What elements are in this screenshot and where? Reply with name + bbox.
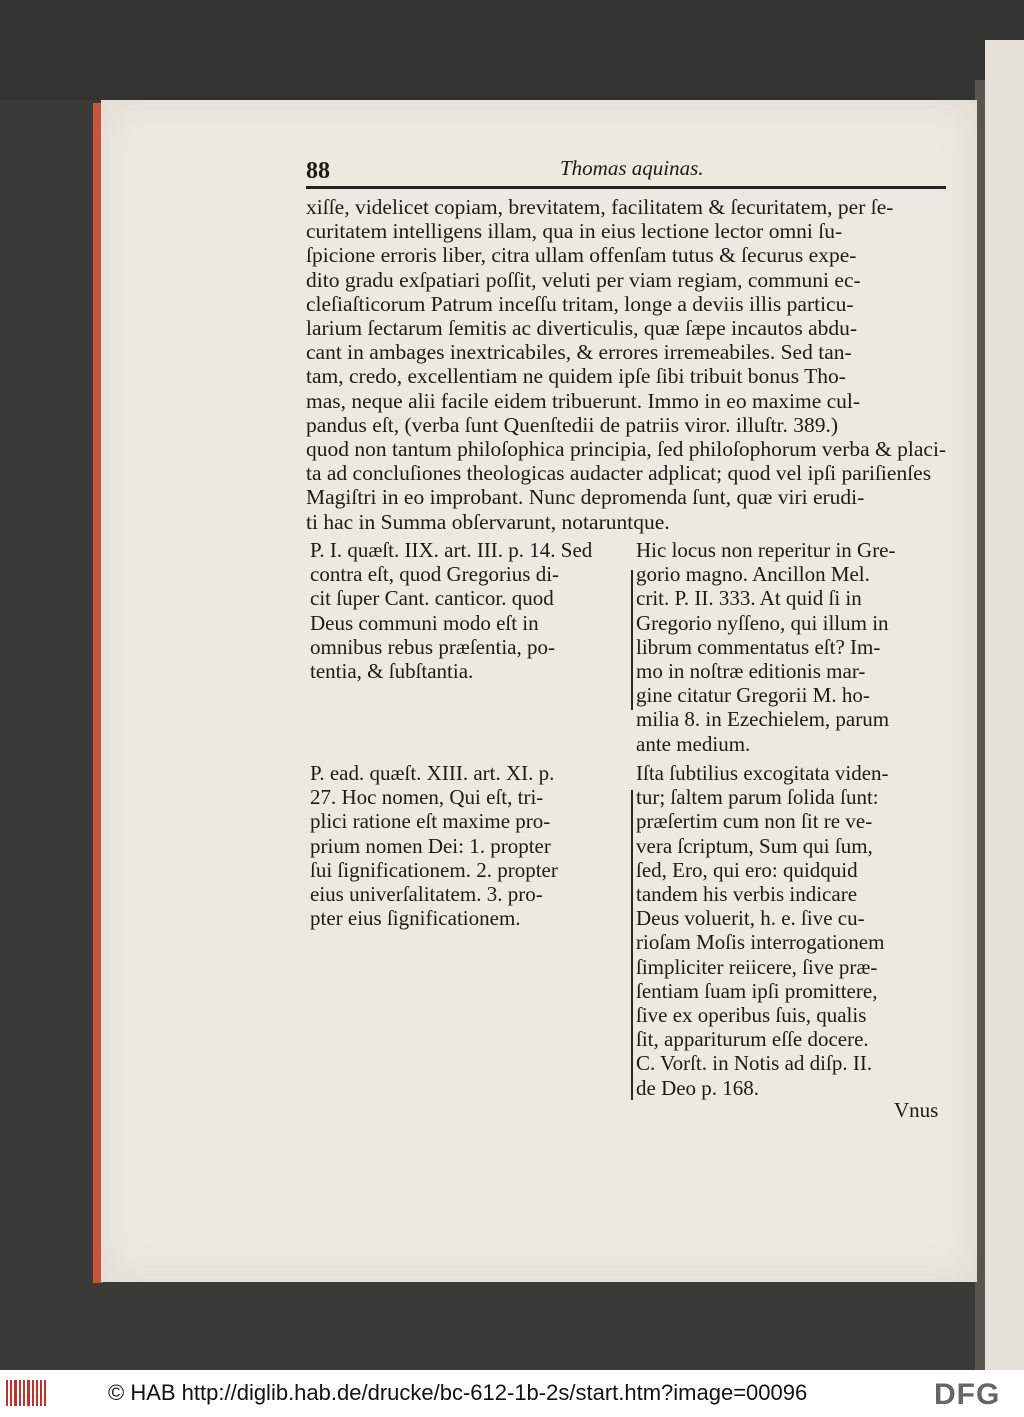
entry-1-citation-line: Deus communi modo eſt in bbox=[310, 610, 539, 635]
entry-2-citation-line: plici ratione eſt maxime pro- bbox=[310, 809, 551, 834]
viewer-footer bbox=[0, 1370, 1024, 1417]
entry-2-citation-line: P. ead. quæſt. XIII. art. XI. p. bbox=[310, 761, 555, 785]
copyright-url: © HAB http://diglib.hab.de/drucke/bc-612-1b-2s/start.htm?image=00096 bbox=[108, 1380, 808, 1405]
entry-1-commentary-line: gine citatur Gregorii M. ho- bbox=[636, 683, 870, 708]
paragraph-line: curitatem intelligens illam, qua in eius lectione lector omni ſu- bbox=[306, 219, 843, 244]
column-divider bbox=[631, 790, 633, 1100]
entry-2-commentary-line: præſertim cum non ſit re ve- bbox=[636, 809, 873, 834]
header-rule bbox=[306, 186, 946, 189]
entry-1-commentary-line: milia 8. in Ezechielem, parum bbox=[636, 707, 890, 732]
entry-2-commentary-line: ſive ex operibus ſuis, qualis bbox=[636, 1003, 867, 1027]
catchword: Vnus bbox=[894, 1098, 939, 1122]
entry-2-commentary-line: tur; ſaltem parum ſolida ſunt: bbox=[636, 785, 879, 810]
entry-1-commentary-line: crit. P. II. 333. At quid ſi in bbox=[636, 586, 862, 611]
entry-1-commentary-line: mo in noſtræ editionis mar- bbox=[636, 659, 866, 683]
entry-1-citation-line: tentia, & ſubſtantia. bbox=[310, 659, 474, 683]
dfg-logo: DFG bbox=[934, 1378, 1001, 1411]
entry-1-commentary-line: librum commentatus eſt? Im- bbox=[636, 634, 881, 659]
paragraph-line: xiſſe, videlicet copiam, brevitatem, facilitatem & ſecuritatem, per ſe- bbox=[306, 195, 894, 219]
scan-background bbox=[0, 0, 1024, 100]
entry-2-citation-line: 27. Hoc nomen, Qui eſt, tri- bbox=[310, 785, 544, 810]
entry-1-commentary-line: ante medium. bbox=[636, 731, 751, 756]
entry-1-commentary-line: Hic locus non reperitur in Gre- bbox=[636, 538, 896, 562]
entry-2-citation-line: eius univerſalitatem. 3. pro- bbox=[310, 882, 543, 906]
paragraph-line: cleſiaſticorum Patrum inceſſu tritam, longe a deviis illis particu- bbox=[306, 291, 854, 316]
page-number: 88 bbox=[306, 158, 330, 184]
entry-2-citation-line: ſui ſignificationem. 2. propter bbox=[310, 857, 558, 882]
entry-2-commentary-line: C. Vorſt. in Notis ad diſp. II. bbox=[636, 1051, 873, 1076]
paragraph-line: ſpicione erroris liber, citra ullam offenſam tutus & ſecurus expe- bbox=[306, 243, 857, 268]
entry-2-commentary-line: ſit, appariturum eſſe docere. bbox=[636, 1027, 869, 1052]
paragraph-line: dito gradu exſpatiari poſſit, veluti per viam regiam, communi ec- bbox=[306, 267, 861, 292]
entry-2-citation-line: prium nomen Dei: 1. propter bbox=[310, 833, 551, 858]
entry-2-commentary-line: ſentiam ſuam ipſi promittere, bbox=[636, 978, 878, 1003]
paragraph-line: quod non tantum philoſophica principia, ſed philoſophorum verba & placi- bbox=[306, 437, 947, 461]
entry-2-commentary-line: tandem his verbis indicare bbox=[636, 882, 858, 906]
entry-2-commentary-line: ſimpliciter reiicere, ſive præ- bbox=[636, 954, 878, 979]
entry-1-citation-line: cit ſuper Cant. canticor. quod bbox=[310, 586, 554, 611]
paragraph-line: larium ſectarum ſemitis ac diverticulis, quæ ſæpe incautos abdu- bbox=[306, 316, 858, 340]
entry-2-citation-line: pter eius ſignificationem. bbox=[310, 906, 521, 931]
entry-1-commentary-line: Gregorio nyſſeno, qui illum in bbox=[636, 610, 889, 635]
paragraph-line: ta ad concluſiones theologicas audacter adplicat; quod vel ipſi pariſienſes bbox=[306, 461, 932, 486]
entry-1-citation-line: contra eſt, quod Gregorius di- bbox=[310, 562, 560, 587]
column-divider bbox=[631, 570, 633, 710]
entry-2-commentary-line: vera ſcriptum, Sum qui ſum, bbox=[636, 833, 873, 858]
hab-barcode-logo bbox=[6, 1380, 48, 1406]
paragraph-line: cant in ambages inextricabiles, & errores irremeabiles. Sed tan- bbox=[306, 340, 852, 365]
entry-2-commentary-line: Deus voluerit, h. e. ſive cu- bbox=[636, 906, 865, 931]
entry-1-commentary-line: gorio magno. Ancillon Mel. bbox=[636, 562, 870, 587]
entry-2-commentary-line: Iſta ſubtilius excogitata viden- bbox=[636, 761, 889, 785]
facing-page-edge bbox=[985, 40, 1024, 1370]
paragraph-line: tam, credo, excellentiam ne quidem ipſe ſibi tribuit bonus Tho- bbox=[306, 364, 846, 389]
entry-1-citation-line: omnibus rebus præſentia, po- bbox=[310, 634, 555, 659]
paragraph-line: ti hac in Summa obſervarunt, notaruntque. bbox=[306, 509, 670, 534]
entry-2-commentary-line: ſed, Ero, qui ero: quidquid bbox=[636, 857, 858, 882]
paragraph-line: Magiſtri in eo improbant. Nunc depromenda ſunt, quæ viri erudi- bbox=[306, 485, 865, 510]
paragraph-line: mas, neque alii facile eidem tribuerunt. Immo in eo maxime cul- bbox=[306, 388, 861, 413]
entry-2-commentary-line: rioſam Moſis interrogationem bbox=[636, 930, 885, 955]
paragraph-line: pandus eſt, (verba ſunt Quenſtedii de patriis viror. illuſtr. 389.) bbox=[306, 412, 839, 437]
entry-1-citation-line: P. I. quæſt. IIX. art. III. p. 14. Sed bbox=[310, 538, 593, 562]
running-title: Thomas aquinas. bbox=[560, 156, 704, 180]
entry-2-commentary-line: de Deo p. 168. bbox=[636, 1075, 760, 1100]
